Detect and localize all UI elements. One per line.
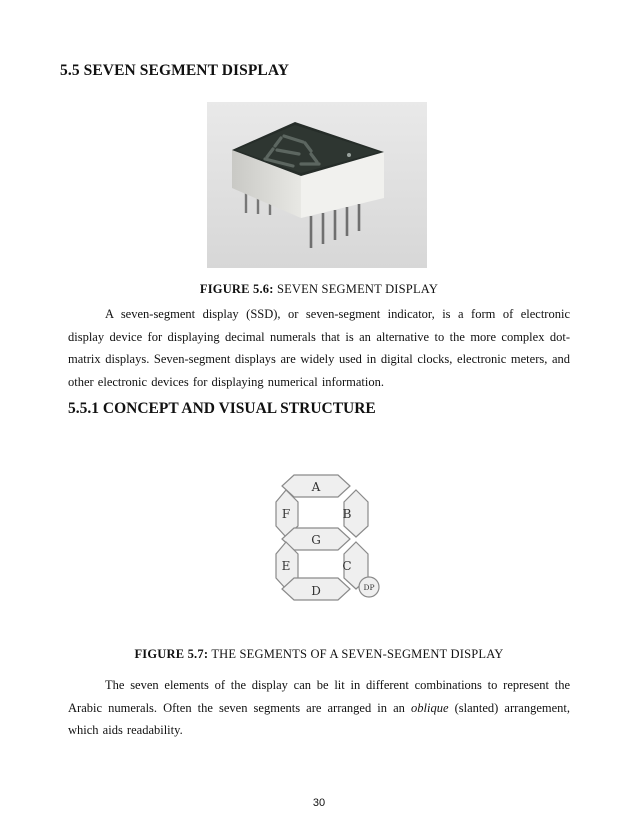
segment-d-label: D [311,584,321,598]
figure-caption-text: THE SEGMENTS OF A SEVEN-SEGMENT DISPLAY [211,647,504,661]
paragraph-intro: A seven-segment display (SSD), or seven-segment indicator, is a form of electronic display device for displaying decimal numerals that is an alternative to the more complex dot-matrix displays. Seven-segment displays are widely used in digital clocks, electronic meters, and other electronic devices for displaying numerical information. [68,307,570,389]
segment-f-label: F [281,507,291,521]
paragraph-segments [68,674,570,742]
figure-label: FIGURE 5.7: [134,647,209,661]
subsection-heading: 5.5.1 CONCEPT AND VISUAL STRUCTURE [68,400,376,417]
segment-dp-label: DP [363,583,375,592]
section-heading: 5.5 SEVEN SEGMENT DISPLAY [60,62,290,79]
segment-c-label: C [342,559,352,573]
figure-caption-text: SEVEN SEGMENT DISPLAY [276,282,439,296]
paragraph-text: (slanted) arrangement, which aids readability. [68,700,570,737]
figure-caption-2 [0,647,638,662]
paragraph-text: The seven elements of the display can be lit in different combinations to represent the Arabic numerals. Often the seven segments are arranged in an [68,678,570,715]
italic-term: oblique [411,700,449,715]
seven-segment-photo [207,102,427,268]
segment-a-label: A [311,480,321,494]
seven-segment-diagram [270,470,386,604]
figure-caption-1 [0,282,638,297]
segment-g-label: G [311,533,321,547]
segment-b-label: B [342,507,352,521]
page-number: 30 [312,797,326,809]
segment-e-label: E [281,559,291,573]
figure-label: FIGURE 5.6: [199,282,274,296]
